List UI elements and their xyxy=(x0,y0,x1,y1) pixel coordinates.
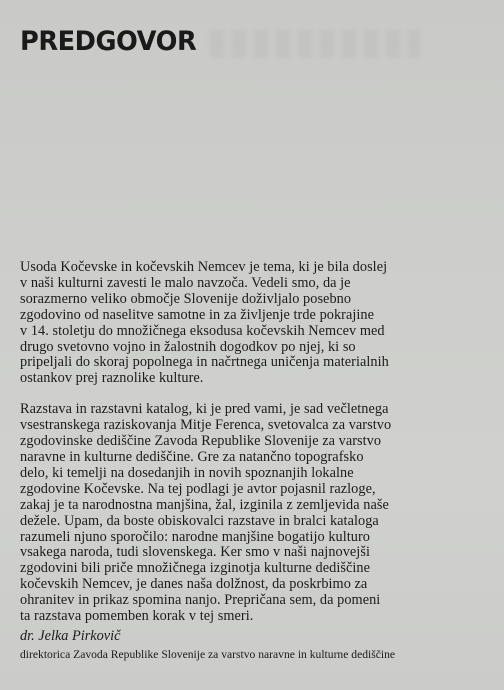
text-line: v 14. stoletju do množičnega eksodusa kočevskih Nemcev med xyxy=(20,322,385,339)
paragraph-1 xyxy=(20,260,490,387)
text-line: ohranitev in prikaz spomina nanjo. Prepričana sem, da pomeni xyxy=(20,592,381,609)
text-line: vsestranskega raziskovanja Mitje Ferenca, svetovalca za varstvo xyxy=(20,417,392,434)
text-line: zgodovinske dediščine Zavoda Republike Slovenije za varstvo xyxy=(20,433,382,450)
text-line: zgodovini bili priče množičnega izginotja kulturne dediščine xyxy=(20,560,370,577)
text-line: ostankov prej raznolike kulture. xyxy=(20,370,204,387)
page-title: PREDGOVOR xyxy=(20,26,197,57)
paragraph-2 xyxy=(20,402,490,625)
text-line: vsakega naroda, tudi slovenskega. Ker smo v naši najnovejši xyxy=(20,544,370,561)
text-line: v naši kulturni zavesti le malo navzoča. Vedeli smo, da je xyxy=(20,274,351,291)
text-line: naravne in kulturne dediščine. Gre za natančno topografsko xyxy=(20,448,364,465)
text-line: sorazmerno veliko območje Slovenije doživljalo posebno xyxy=(20,290,352,307)
text-line: Usoda Kočevske in kočevskih Nemcev je tema, ki je bila doslej xyxy=(20,259,388,275)
text-line: razumeli njuno sporočilo: narodne manjšine bogatijo kulturo xyxy=(20,528,370,545)
text-line: zgodovino od naselitve samotne in za življenje trde pokrajine xyxy=(20,306,375,323)
text-line: zakaj je ta narodnostna manjšina, žal, izginila z zemljevida naše xyxy=(20,496,389,513)
body-text xyxy=(20,260,490,625)
text-line: drugo svetovno vojno in žalostnih dogodkov po njej, ki so xyxy=(20,338,356,355)
signature-name: dr. Jelka Pirkovič xyxy=(20,628,121,644)
text-line: dežele. Upam, da boste obiskovalci razstave in bralci kataloga xyxy=(20,512,379,529)
signature-block xyxy=(20,628,490,662)
signature-role: direktorica Zavoda Republike Slovenije za varstvo naravne in kulturne dediščine xyxy=(20,648,396,661)
text-line: Razstava in razstavni katalog, ki je pred vami, je sad večletnega xyxy=(20,401,389,418)
text-line: kočevskih Nemcev, je danes naša dolžnost, da poskrbimo za xyxy=(20,576,368,593)
text-line: pripeljali do skoraj popolnega in načrtnega uničenja materialnih xyxy=(20,354,389,371)
text-line: delo, ki temelji na dosedanjih in novih spoznanjih lokalne xyxy=(20,464,354,481)
text-line: zgodovine Kočevske. Na tej podlagi je avtor pojasnil razloge, xyxy=(20,480,376,497)
text-line: ta razstava pomemben korak v tej smeri. xyxy=(20,608,254,625)
show-through-shadow xyxy=(210,30,420,58)
